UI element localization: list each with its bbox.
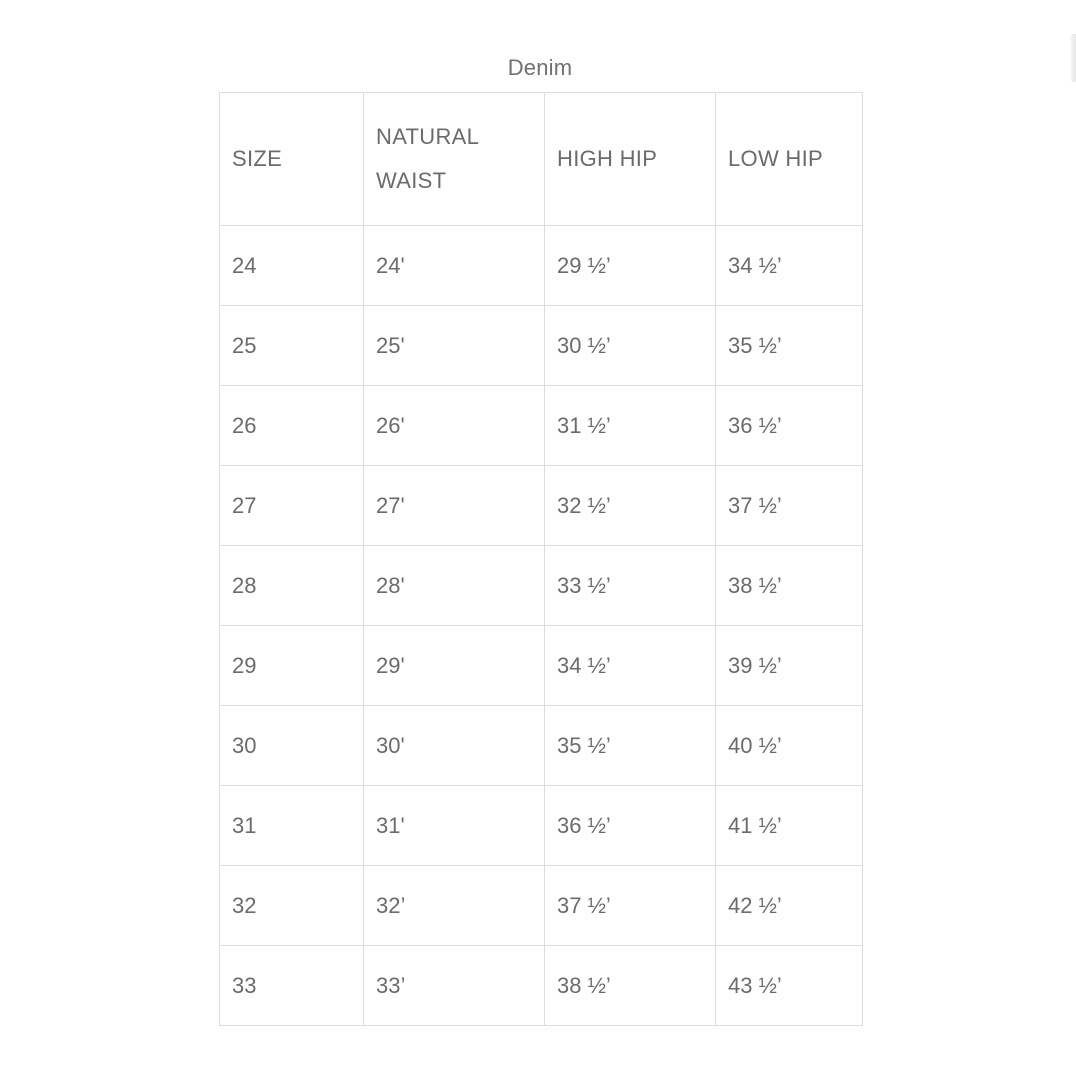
table-row — [220, 866, 863, 946]
natural-waist-cell: 29' — [364, 626, 545, 706]
chart-title: Denim — [507, 55, 573, 80]
natural-waist-cell: 26' — [364, 386, 545, 466]
low-hip-cell: 41 ½’ — [716, 786, 863, 866]
size-cell: 33 — [220, 946, 364, 1026]
table-row — [220, 786, 863, 866]
size-cell: 32 — [220, 866, 364, 946]
table-row — [220, 466, 863, 546]
low-hip-cell: 38 ½’ — [716, 546, 863, 626]
size-cell: 26 — [220, 386, 364, 466]
high-hip-cell: 37 ½’ — [545, 866, 716, 946]
low-hip-cell: 43 ½’ — [716, 946, 863, 1026]
header-low-hip: LOW HIP — [716, 93, 863, 226]
table-row — [220, 626, 863, 706]
low-hip-cell: 37 ½’ — [716, 466, 863, 546]
high-hip-cell: 35 ½’ — [545, 706, 716, 786]
natural-waist-cell: 27' — [364, 466, 545, 546]
low-hip-cell: 35 ½’ — [716, 306, 863, 386]
natural-waist-cell: 31' — [364, 786, 545, 866]
high-hip-cell: 36 ½’ — [545, 786, 716, 866]
high-hip-cell: 38 ½’ — [545, 946, 716, 1026]
size-cell: 27 — [220, 466, 364, 546]
natural-waist-cell: 30' — [364, 706, 545, 786]
size-cell: 30 — [220, 706, 364, 786]
table-row — [220, 946, 863, 1026]
natural-waist-cell: 28' — [364, 546, 545, 626]
table-row — [220, 226, 863, 306]
header-natural-waist: NATURAL WAIST — [364, 93, 545, 226]
high-hip-cell: 30 ½’ — [545, 306, 716, 386]
header-size: SIZE — [220, 93, 364, 226]
natural-waist-cell: 32’ — [364, 866, 545, 946]
table-row — [220, 306, 863, 386]
size-chart-table — [219, 92, 863, 1026]
scrollbar-edge[interactable] — [1071, 34, 1076, 82]
table-row — [220, 706, 863, 786]
low-hip-cell: 39 ½’ — [716, 626, 863, 706]
size-cell: 24 — [220, 226, 364, 306]
high-hip-cell: 32 ½’ — [545, 466, 716, 546]
low-hip-cell: 36 ½’ — [716, 386, 863, 466]
size-cell: 29 — [220, 626, 364, 706]
high-hip-cell: 31 ½’ — [545, 386, 716, 466]
size-cell: 31 — [220, 786, 364, 866]
header-high-hip: HIGH HIP — [545, 93, 716, 226]
size-cell: 28 — [220, 546, 364, 626]
natural-waist-cell: 25' — [364, 306, 545, 386]
low-hip-cell: 40 ½’ — [716, 706, 863, 786]
low-hip-cell: 34 ½’ — [716, 226, 863, 306]
header-row — [220, 93, 863, 226]
table-row — [220, 386, 863, 466]
low-hip-cell: 42 ½’ — [716, 866, 863, 946]
high-hip-cell: 33 ½’ — [545, 546, 716, 626]
size-cell: 25 — [220, 306, 364, 386]
high-hip-cell: 29 ½’ — [545, 226, 716, 306]
natural-waist-cell: 33’ — [364, 946, 545, 1026]
natural-waist-cell: 24' — [364, 226, 545, 306]
table-row — [220, 546, 863, 626]
high-hip-cell: 34 ½’ — [545, 626, 716, 706]
